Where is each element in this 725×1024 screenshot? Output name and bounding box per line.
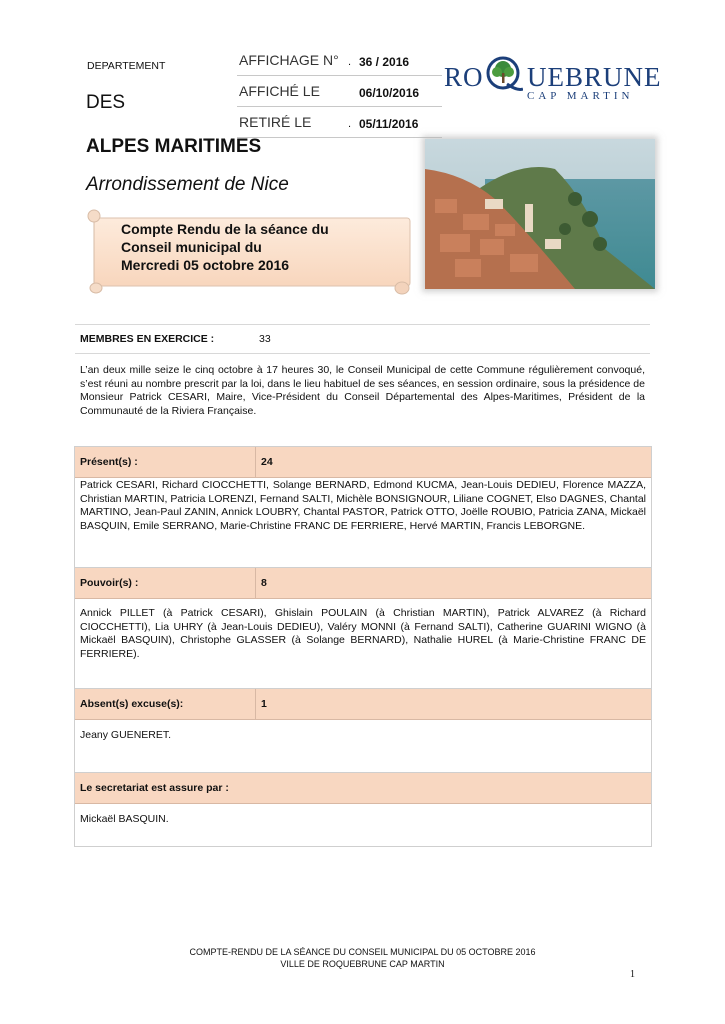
pouvoir-count: 8 bbox=[261, 577, 267, 589]
scroll-title-line: Mercredi 05 octobre 2016 bbox=[121, 257, 290, 273]
retire-le-value: 05/11/2016 bbox=[359, 117, 419, 131]
present-header bbox=[75, 447, 651, 478]
logo-text-ro: RO bbox=[444, 62, 484, 92]
affichage-label: AFFICHAGE N° bbox=[239, 52, 339, 68]
pouvoir-header bbox=[75, 568, 651, 599]
absent-label: Absent(s) excuse(s): bbox=[80, 698, 184, 710]
absent-count: 1 bbox=[261, 698, 267, 710]
town-photo bbox=[425, 139, 655, 289]
department-label: DEPARTEMENT bbox=[87, 60, 166, 72]
affichage-value: 36 / 2016 bbox=[359, 55, 410, 69]
column-divider bbox=[255, 568, 256, 598]
footer-line: VILLE DE ROQUEBRUNE CAP MARTIN bbox=[280, 959, 445, 969]
present-count: 24 bbox=[261, 456, 273, 468]
affiche-le-value: 06/10/2016 bbox=[359, 86, 420, 100]
arrondissement: Arrondissement de Nice bbox=[86, 174, 289, 195]
page-footer bbox=[0, 946, 725, 970]
intro-paragraph: L’an deux mille seize le cinq octobre à 17 heures 30, le Conseil Municipal de cette Commune régulièrement convoqué, s’est réuni au nombre prescrit par la loi, dans le lieu habituel de ses séances, en session ordinaire, sous la présidence de Monsieur Patrick CESARI, Maire, Vice-Président du Conseil Départemental des Alpes-Maritimes, Président de la Communauté de la Riviera Française. bbox=[80, 364, 645, 417]
column-divider bbox=[255, 447, 256, 477]
pouvoir-list: Annick PILLET (à Patrick CESARI), Ghislain POULAIN (à Christian MARTIN), Patrick ALVAREZ (à Richard CIOCCHETTI), Lia UHRY (à Jean-Louis DEDIEU), Valéry MONNI (à Fernand SALTI), Catherine GUARINI WIGNO (à Mickaël BASQUIN), Christophe GLASSER (à Solange BERNARD), Nathalie HUREL (à Marie-Christine FRANC DE FERRIERE). bbox=[75, 599, 651, 689]
page-number: 1 bbox=[630, 969, 635, 980]
attendance-table bbox=[74, 446, 652, 847]
members-count: 33 bbox=[259, 333, 271, 345]
affichage-row bbox=[237, 51, 442, 76]
scroll-title-line: Compte Rendu de la séance du bbox=[121, 221, 329, 237]
present-list: Patrick CESARI, Richard CIOCCHETTI, Solange BERNARD, Edmond KUCMA, Jean-Louis DEDIEU, Florence MAZZA, Christian MARTIN, Patricia LORENZI, Fernand SALTI, Michèle BONSIGNOUR, Liliane COGNET, Elso DAGNES, Chantal MARTINO, Jean-Paul ZANIN, Annick LOUBRY, Chantal PASTOR, Patrick OTTO, Joëlle ROUBIO, Patricia ZANA, Mickaël BASQUIN, Emile SERRANO, Marie-Christine FRANC DE FERRIERE, Hervé MARTIN, Francis LEBORGNE. bbox=[75, 478, 651, 568]
present-label: Présent(s) : bbox=[80, 456, 138, 468]
affiche-le-row bbox=[237, 82, 442, 107]
absent-list: Jeany GUENERET. bbox=[75, 720, 651, 773]
scroll-title-line: Conseil municipal du bbox=[121, 239, 262, 255]
affichage-block bbox=[237, 51, 442, 137]
footer-line: COMPTE-RENDU DE LA SÉANCE DU CONSEIL MUNICIPAL DU 05 OCTOBRE 2016 bbox=[189, 947, 536, 957]
logo-subtitle: CAP MARTIN bbox=[527, 90, 634, 102]
column-divider bbox=[255, 689, 256, 719]
members-label: MEMBRES EN EXERCICE : bbox=[80, 333, 215, 345]
logo-text-rest: UEBRUNE bbox=[527, 62, 662, 92]
retire-le-row bbox=[237, 113, 442, 138]
department-name: ALPES MARITIMES bbox=[86, 136, 262, 157]
absent-header bbox=[75, 689, 651, 720]
city-logo bbox=[441, 44, 662, 124]
affichage-dot: . bbox=[348, 56, 352, 68]
title-scroll bbox=[86, 208, 412, 298]
department-des: DES bbox=[86, 92, 126, 113]
secretariat-header bbox=[75, 773, 651, 804]
retire-le-dot: . bbox=[348, 118, 352, 130]
town-photo-image bbox=[425, 139, 655, 289]
pouvoir-label: Pouvoir(s) : bbox=[80, 577, 139, 589]
members-bar bbox=[75, 324, 650, 354]
secretariat-name: Mickaël BASQUIN. bbox=[80, 813, 169, 825]
logo-q-emblem-icon bbox=[483, 53, 523, 93]
secretariat-label: Le secretariat est assure par : bbox=[80, 782, 229, 794]
scroll-title bbox=[121, 220, 329, 274]
retire-le-label: RETIRÉ LE bbox=[239, 114, 312, 130]
affiche-le-label: AFFICHÉ LE bbox=[239, 83, 320, 99]
